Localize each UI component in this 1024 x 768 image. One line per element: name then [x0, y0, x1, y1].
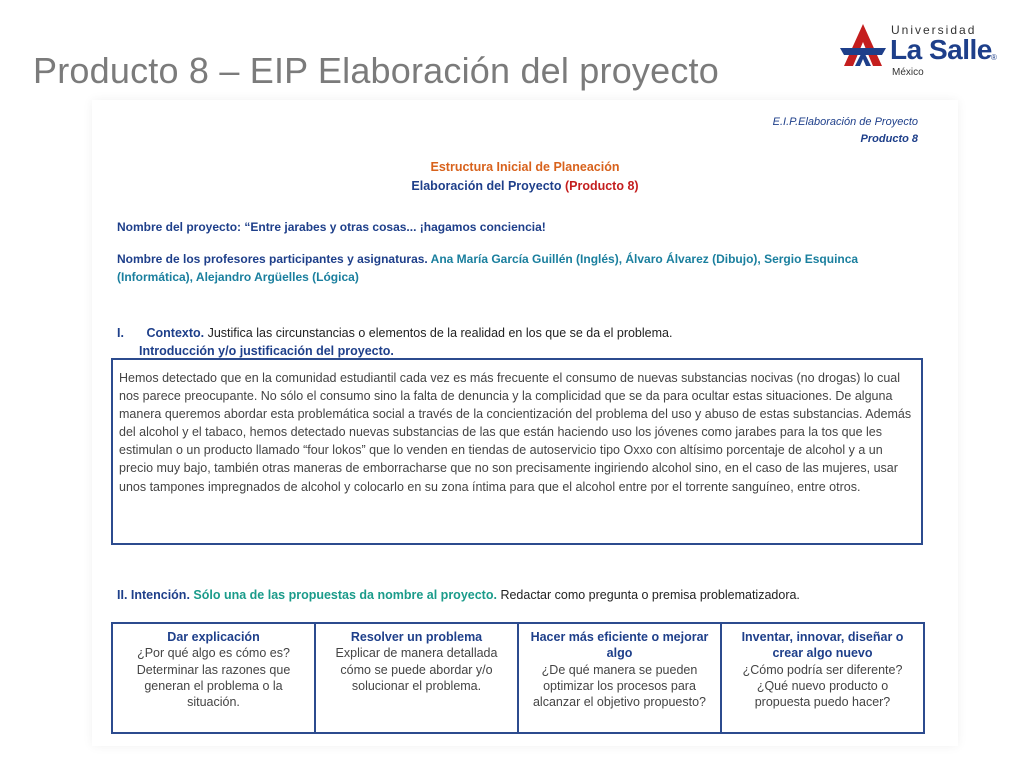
document-header — [773, 114, 918, 148]
intention-table — [111, 622, 925, 734]
logo-registered-mark: ® — [991, 53, 997, 62]
la-salle-logo — [838, 20, 1008, 82]
logo-university-text: Universidad — [891, 23, 977, 37]
intention-column-improve — [519, 624, 722, 732]
intention-section-heading: II. Intención. — [117, 588, 190, 602]
context-section — [117, 324, 923, 360]
teachers-value: Ana María García Guillén (Inglés), Álvaro Álvarez (Dibujo), Sergio Esquinca (Informática), Alejandro Argüelles (Lógica) — [117, 252, 859, 284]
intention-description: ¿Cómo podría ser diferente? ¿Qué nuevo producto o propuesta puedo hacer? — [742, 662, 903, 710]
project-name-field: Nombre del proyecto: “Entre jarabes y otras cosas... ¡hagamos conciencia! — [117, 220, 546, 234]
context-section-heading: Contexto. — [146, 326, 205, 340]
intention-title: Dar explicación — [167, 630, 260, 644]
intention-description: ¿Por qué algo es cómo es? Determinar las razones que generan el problema o la situación. — [136, 646, 291, 710]
logo-country: México — [892, 67, 924, 78]
slide-title: Producto 8 – EIP Elaboración del proyecto — [33, 50, 719, 91]
intention-description: ¿De qué manera se pueden optimizar los procesos para alcanzar el objetivo propuesto? — [532, 662, 707, 710]
teachers-label: Nombre de los profesores participantes y asignaturas. — [117, 252, 428, 266]
document-title-product: (Producto 8) — [564, 179, 639, 193]
context-text-box: Hemos detectado que en la comunidad estudiantil cada vez es más frecuente el consumo de nuevas substancias nocivas (no drogas) lo cual nos parece preocupante. No sólo el consumo sino la falta de denuncia y la complicidad que se da para ocultar estas situaciones. De alguna manera queremos abordar esta problemática social a través de la concientización del problema del uso y abuso de estas substancias. Además del alcohol y el tabaco, hemos detectado nuevas substancias de las que están haciendo uso los jóvenes como jarabes para la tos que les estimulan o un producto llamado “four lokos” que lo venden en tiendas de autoservicio tipo Oxxo con altísimo porcentaje de alcohol y a un precio muy bajo, también otras maneras de emborracharse que no son precisamente ingiriendo alcohol sino, en el caso de las mujeres, usar unos tampones impregnados de alcohol y colocarlo en su zona íntima para que el alcohol entre por el torrente sanguíneo, entre otros. — [111, 358, 923, 545]
context-section-subheading: Introducción y/o justificación del proyecto. — [139, 344, 394, 358]
document-header-line1: E.I.P.Elaboración de Proyecto — [772, 116, 918, 128]
intention-title: Hacer más eficiente o mejorar algo — [530, 630, 709, 661]
intention-column-explain — [113, 624, 316, 732]
context-section-text: Justifica las circunstancias o elementos de la realidad en los que se da el problema. — [207, 326, 673, 340]
intention-column-innovate — [722, 624, 923, 732]
intention-section — [117, 586, 923, 604]
intention-title: Resolver un problema — [350, 630, 483, 644]
document-titles — [92, 158, 958, 196]
document-header-line2: Producto 8 — [860, 133, 918, 145]
intention-section-text: Redactar como pregunta o premisa problematizadora. — [500, 588, 800, 602]
intention-description: Explicar de manera detallada cómo se puede abordar y/o solucionar el problema. — [335, 646, 498, 693]
intention-section-highlight: Sólo una de las propuestas da nombre al proyecto. — [193, 588, 497, 602]
intention-column-solve — [316, 624, 519, 732]
scanned-document — [92, 100, 958, 746]
logo-name: La Salle — [890, 34, 992, 65]
context-section-number: I. — [117, 326, 124, 340]
document-title-project — [92, 177, 958, 196]
la-salle-star-icon — [838, 22, 888, 72]
teachers-field — [117, 250, 923, 286]
document-title-project-text: Elaboración del Proyecto — [411, 179, 562, 193]
document-title-planning: Estructura Inicial de Planeación — [430, 160, 620, 174]
intention-title: Inventar, innovar, diseñar o crear algo nuevo — [741, 630, 904, 661]
